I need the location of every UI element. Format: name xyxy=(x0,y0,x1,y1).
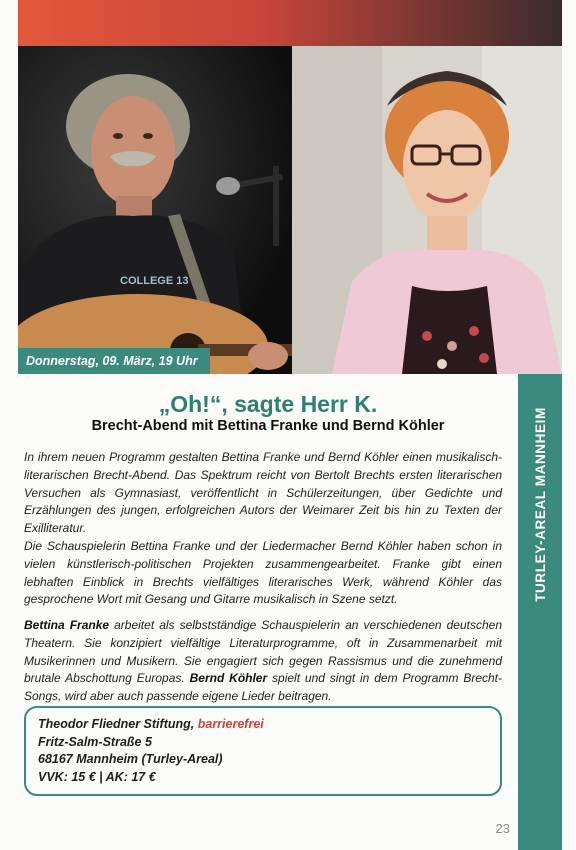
page-number: 23 xyxy=(495,821,510,836)
ticket-prices: VVK: 15 € | AK: 17 € xyxy=(38,769,156,784)
venue-city: 68167 Mannheim (Turley-Areal) xyxy=(38,752,223,766)
photo-bernd-koehler xyxy=(18,46,292,374)
venue-side-label: TURLEY-AREAL MANNHEIM xyxy=(532,406,548,602)
description-paragraph-3 xyxy=(24,617,502,706)
artist-name-koehler: Bernd Köhler xyxy=(189,671,268,686)
event-title: „Oh!“, sagte Herr K. xyxy=(158,391,378,417)
actress-image xyxy=(292,46,562,374)
paragraph-3-text-2: spielt und singt in dem Programm Brecht-Songs, wird aber auch passende eigene Lieder beitragen. xyxy=(24,671,502,704)
venue-name: Theodor Fliedner Stiftung, xyxy=(38,717,195,731)
venue-street: Fritz-Salm-Straße 5 xyxy=(38,734,152,749)
venue-side-banner xyxy=(518,374,562,850)
photo-bettina-franke xyxy=(292,46,562,374)
paragraph-3-text-1: arbeitet als selbstständige Schauspielerin an verschiedenen deutschen Theatern. Sie konzipiert vielfältige Literaturprogramme, oft in Zusammenarbeit mit Musikerinnen und Musikern. Sie engagiert sich gegen Rassismus und die zunehmend brutale Abschottung Europas. xyxy=(24,618,502,686)
accessibility-label: barrierefrei xyxy=(197,717,264,731)
shirt-print: COLLEGE 13 xyxy=(120,275,189,287)
event-subtitle: Brecht-Abend mit Bettina Franke und Bernd Köhler xyxy=(91,418,445,434)
side-label-container xyxy=(518,374,562,634)
guitarist-image xyxy=(18,46,292,374)
artist-name-franke: Bettina Franke xyxy=(24,618,110,632)
header-color-strip xyxy=(18,0,562,46)
venue-name-line xyxy=(38,716,488,734)
description-paragraph-1: In ihrem neuen Programm gestalten Bettina Franke und Bernd Köhler einen musikalisch-literarischen Brecht-Abend. Das Spektrum reicht von Bertolt Brechts ersten literarischen Versuchen als Gymnasiast, veröffentlicht in Schülerzeitungen, über Gedichte und Erzählungen des jungen, erfolgreichen Autors der Weimarer Zeit bis hin zu Texten der Exilliteratur. xyxy=(24,450,502,536)
description-paragraph-2: Die Schauspielerin Bettina Franke und der Liedermacher Bernd Köhler haben schon in vielen künstlerisch-politischen Projekten zusammengearbeitet. Franke gibt einen lebhaften Einblick in Brechts vielfältiges literarisches Werk, während Köhler das gesprochene Wort mit Gesang und Gitarre musikalisch in Szene setzt. xyxy=(24,539,502,607)
venue-info-box xyxy=(24,706,502,796)
event-date-badge: Donnerstag, 09. März, 19 Uhr xyxy=(18,348,210,374)
